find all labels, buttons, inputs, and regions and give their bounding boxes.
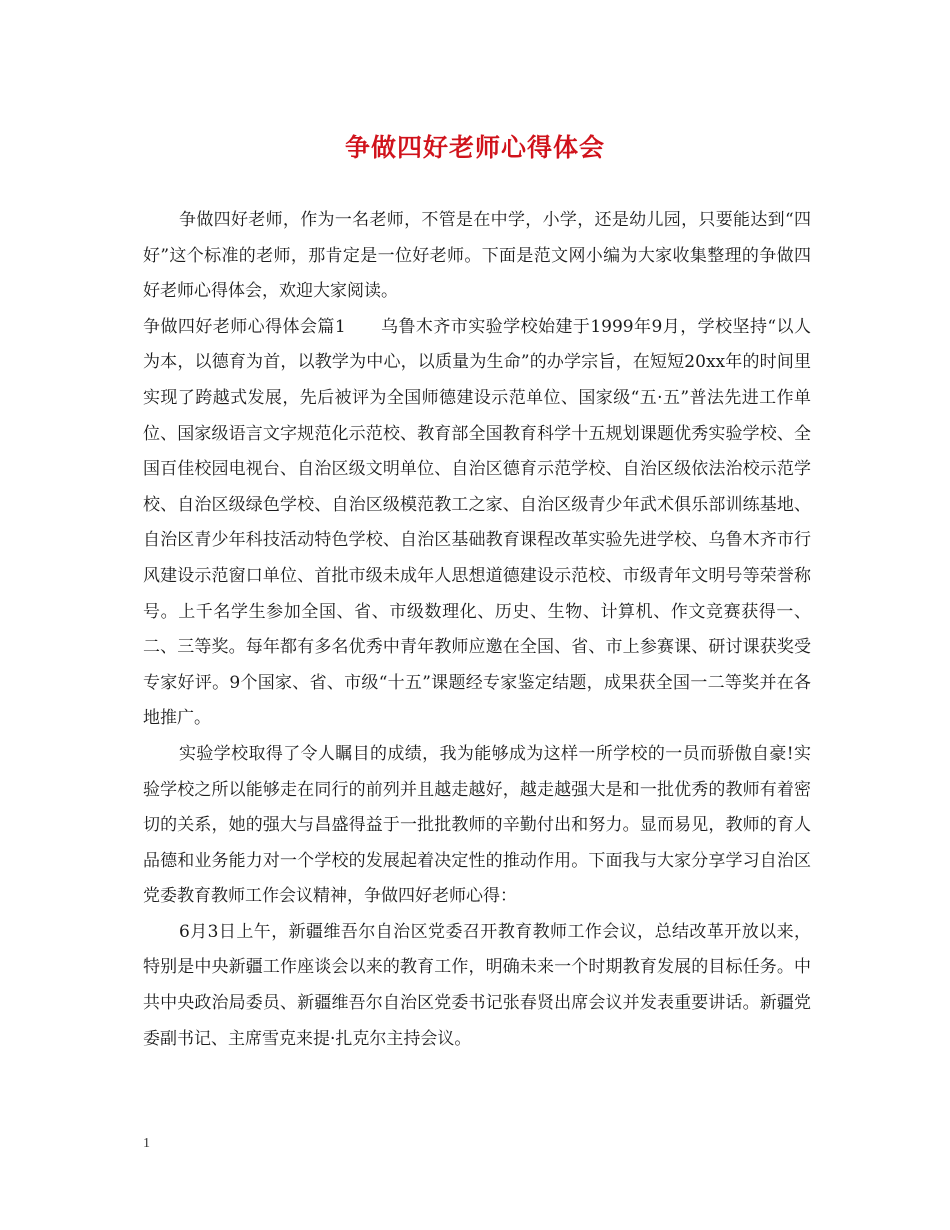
document-title: 争做四好老师心得体会 — [344, 133, 605, 162]
paragraph-meeting: 6月3日上午，新疆维吾尔自治区党委召开教育教师工作会议，总结改革开放以来，特别是中央新疆工作座谈会以来的教育工作，明确未来一个时期教育发展的目标任务。中共中央政治局委员、新疆维吾尔自治区党委书记张春贤出席会议并发表重要讲话。新疆党委副书记、主席雪克来提·扎克尔主持会议。 — [143, 921, 811, 1049]
paragraph-intro: 争做四好老师，作为一名老师，不管是在中学，小学，还是幼儿园，只要能达到“四好”这个标准的老师，那肯定是一位好老师。下面是范文网小编为大家收集整理的争做四好老师心得体会，欢迎大家阅读。 — [143, 210, 811, 302]
paragraph-achievements: 实验学校取得了令人瞩目的成绩，我为能够成为这样一所学校的一员而骄傲自豪!实验学校之所以能够走在同行的前列并且越走越好，越走越强大是和一批优秀的教师有着密切的关系，她的强大与昌盛得益于一批批教师的辛勤付出和努力。显而易见，教师的育人品德和业务能力对一个学校的发展起着决定性的推动作用。下面我与大家分享学习自治区党委教育教师工作会议精神，争做四好老师心得： — [143, 743, 811, 907]
document-body — [143, 203, 811, 1057]
paragraph-school-history: 争做四好老师心得体会篇1 乌鲁木齐市实验学校始建于1999年9月，学校坚持“以人为本，以德育为首，以教学为中心，以质量为生命”的办学宗旨，在短短20xx年的时间里实现了跨越式发展，先后被评为全国师德建设示范单位、国家级“五·五”普法先进工作单位、国家级语言文字规范化示范校、教育部全国教育科学十五规划课题优秀实验学校、全国百佳校园电视台、自治区级文明单位、自治区德育示范学校、自治区级依法治校示范学校、自治区级绿色学校、自治区级模范教工之家、自治区级青少年武术俱乐部训练基地、自治区青少年科技活动特色学校、自治区基础教育课程改革实验先进学校、乌鲁木齐市行风建设示范窗口单位、首批市级未成年人思想道德建设示范校、市级青年文明号等荣誉称号。上千名学生参加全国、省、市级数理化、历史、生物、计算机、作文竞赛获得一、二、三等奖。每年都有多名优秀中青年教师应邀在全国、省、市上参赛课、研讨课获奖受专家好评。9个国家、省、市级“十五”课题经专家鉴定结题，成果获全国一二等奖并在各地推广。 — [143, 316, 811, 729]
page-number: 1 — [143, 1136, 150, 1151]
